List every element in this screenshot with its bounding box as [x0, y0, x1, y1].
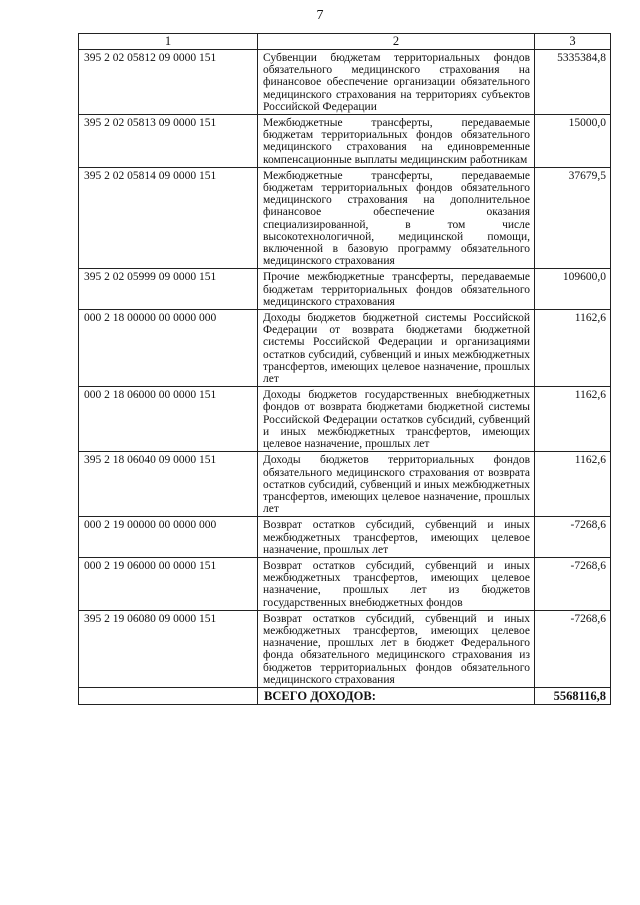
- row-sum: 5335384,8: [535, 50, 611, 115]
- row-code: 395 2 18 06040 09 0000 151: [79, 452, 258, 517]
- column-header-sum: 3: [535, 34, 611, 50]
- table-row: [79, 387, 611, 452]
- row-name: Доходы бюджетов территориальных фондов обязательного медицинского страхования от возврата остатков субсидий, субвенций и иных межбюджетных трансфертов, имеющих целевое назначение, прошлых лет: [258, 452, 535, 517]
- table-row: [79, 115, 611, 168]
- table-row: [79, 452, 611, 517]
- row-name: Межбюджетные трансферты, передаваемые бюджетам территориальных фондов обязательного медицинского страхования на единовременные компенсационные выплаты медицинским работникам: [258, 115, 535, 168]
- table-row: [79, 610, 611, 687]
- table-header-row: [79, 34, 611, 50]
- table-row: [79, 269, 611, 310]
- row-code: 000 2 18 06000 00 0000 151: [79, 387, 258, 452]
- row-sum: -7268,6: [535, 557, 611, 610]
- table-row: [79, 517, 611, 558]
- row-sum: 1162,6: [535, 310, 611, 387]
- row-code: 000 2 19 00000 00 0000 000: [79, 517, 258, 558]
- row-sum: -7268,6: [535, 517, 611, 558]
- row-name: Межбюджетные трансферты, передаваемые бюджетам территориальных фондов обязательного медицинского страхования на дополнительное финансовое обеспечение оказания специализированной, в том числе высокотехнологичной, медицинской помощи, включенной в базовую программу обязательного медицинского страхования: [258, 167, 535, 269]
- row-sum: 15000,0: [535, 115, 611, 168]
- table-row: [79, 557, 611, 610]
- row-code: 395 2 02 05812 09 0000 151: [79, 50, 258, 115]
- row-sum: 37679,5: [535, 167, 611, 269]
- page-number: 7: [316, 8, 324, 23]
- row-code: 000 2 18 00000 00 0000 000: [79, 310, 258, 387]
- column-header-code: 1: [79, 34, 258, 50]
- row-name: Доходы бюджетов бюджетной системы Российской Федерации от возврата бюджетами бюджетной системы Российской Федерации и организациями остатков субсидий, субвенций и иных межбюджетных трансфертов, имеющих целевое назначение, прошлых лет: [258, 310, 535, 387]
- income-table: [78, 33, 611, 705]
- row-code: 395 2 02 05999 09 0000 151: [79, 269, 258, 310]
- total-sum: 5568116,8: [535, 687, 611, 704]
- row-sum: 109600,0: [535, 269, 611, 310]
- total-code-cell: [79, 687, 258, 704]
- row-sum: 1162,6: [535, 387, 611, 452]
- total-row: [79, 687, 611, 704]
- row-sum: -7268,6: [535, 610, 611, 687]
- row-name: Возврат остатков субсидий, субвенций и иных межбюджетных трансфертов, имеющих целевое назначение, прошлых лет в бюджет Федерального фонда обязательного медицинского страхования из бюджетов территориальных фондов обязательного медицинского страхования: [258, 610, 535, 687]
- row-code: 395 2 02 05813 09 0000 151: [79, 115, 258, 168]
- row-code: 395 2 19 06080 09 0000 151: [79, 610, 258, 687]
- row-name: Возврат остатков субсидий, субвенций и иных межбюджетных трансфертов, имеющих целевое назначение, прошлых лет: [258, 517, 535, 558]
- column-header-name: 2: [258, 34, 535, 50]
- row-name: Возврат остатков субсидий, субвенций и иных межбюджетных трансфертов, имеющих целевое назначение, прошлых лет из бюджетов государственных внебюджетных фондов: [258, 557, 535, 610]
- table-row: [79, 167, 611, 269]
- table-row: [79, 50, 611, 115]
- row-name: Субвенции бюджетам территориальных фондов обязательного медицинского страхования на финансовое обеспечение организации обязательного медицинского страхования на территориях субъектов Российской Федерации: [258, 50, 535, 115]
- row-name: Прочие межбюджетные трансферты, передаваемые бюджетам территориальных фондов обязательного медицинского страхования: [258, 269, 535, 310]
- row-sum: 1162,6: [535, 452, 611, 517]
- row-code: 395 2 02 05814 09 0000 151: [79, 167, 258, 269]
- total-label: ВСЕГО ДОХОДОВ:: [258, 687, 535, 704]
- row-name: Доходы бюджетов государственных внебюджетных фондов от возврата бюджетами бюджетной системы Российской Федерации остатков субсидий, субвенций и иных межбюджетных трансфертов, имеющих целевое назначение, прошлых лет: [258, 387, 535, 452]
- table-row: [79, 310, 611, 387]
- row-code: 000 2 19 06000 00 0000 151: [79, 557, 258, 610]
